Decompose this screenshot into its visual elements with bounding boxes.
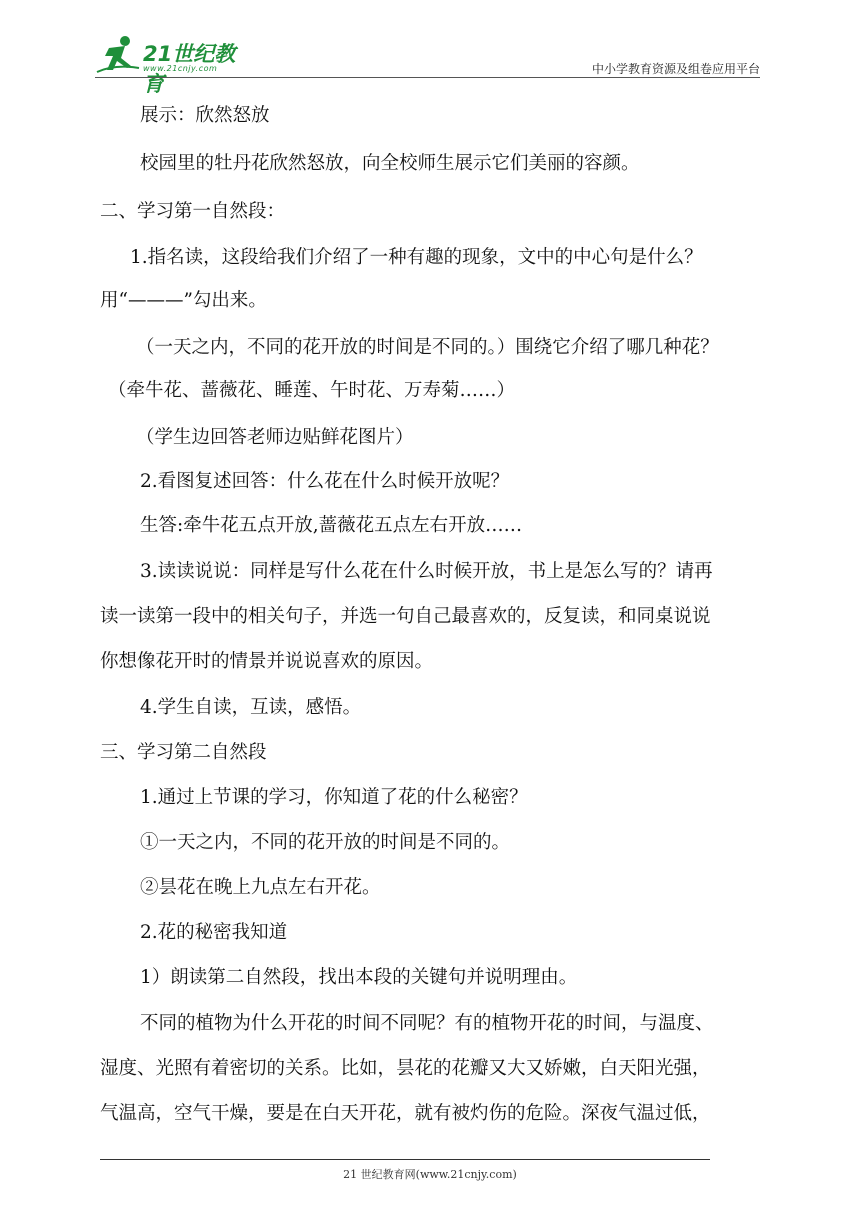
logo [95, 34, 255, 96]
paragraph-line: 用“———”勾出来。 [100, 290, 267, 311]
paragraph-line: （一天之内，不同的花开放的时间是不同的。）围绕它介绍了哪几种花？ [136, 337, 719, 358]
paragraph-line: 展示：欣然怒放 [140, 105, 270, 126]
paragraph-line: 1.通过上节课的学习，你知道了花的什么秘密？ [140, 787, 528, 808]
header-divider [95, 77, 760, 78]
paragraph-line: 2.看图复述回答：什么花在什么时候开放呢？ [140, 471, 510, 492]
section-heading: 二、学习第一自然段： [100, 201, 286, 222]
logo-text: 21世纪教育 [143, 42, 236, 96]
header-platform-text: 中小学教育资源及组卷应用平台 [591, 62, 760, 76]
paragraph-line: 读一读第一段中的相关句子，并选一句自己最喜欢的，反复读，和同桌说说 [100, 606, 711, 627]
page-header [95, 30, 760, 96]
section-heading: 三、学习第二自然段 [100, 742, 267, 763]
paragraph-line: 气温高，空气干燥，要是在白天开花，就有被灼伤的危险。深夜气温过低， [100, 1103, 711, 1124]
paragraph-line: 不同的植物为什么开花的时间不同呢？有的植物开花的时间，与温度、 [140, 1013, 714, 1034]
footer-divider [100, 1159, 710, 1160]
page-footer: 21 世纪教育网(www.21cnjy.com) [343, 1168, 517, 1181]
paragraph-line: （学生边回答老师边贴鲜花图片） [136, 427, 414, 448]
paragraph-line: 1）朗读第二自然段，找出本段的关键句并说明理由。 [140, 967, 578, 988]
paragraph-line: 湿度、光照有着密切的关系。比如，昙花的花瓣又大又娇嫩，白天阳光强， [100, 1058, 711, 1079]
paragraph-line: ①一天之内，不同的花开放的时间是不同的。 [140, 832, 511, 853]
paragraph-line: 生答:牵牛花五点开放,蔷薇花五点左右开放…… [140, 515, 523, 536]
runner-logo-icon [95, 34, 143, 74]
paragraph-line: 3.读读说说：同样是写什么花在什么时候开放，书上是怎么写的？请再 [140, 561, 713, 582]
paragraph-line: 你想像花开时的情景并说说喜欢的原因。 [100, 651, 434, 672]
paragraph-line: ②昙花在晚上九点左右开花。 [140, 877, 381, 898]
paragraph-line: 校园里的牡丹花欣然怒放，向全校师生展示它们美丽的容颜。 [140, 153, 640, 174]
paragraph-line: 1.指名读，这段给我们介绍了一种有趣的现象，文中的中心句是什么？ [130, 247, 703, 268]
logo-url: www.21cnjy.com [143, 64, 218, 73]
paragraph-line: 2.花的秘密我知道 [140, 922, 288, 943]
paragraph-line: 4.学生自读，互读，感悟。 [140, 697, 362, 718]
paragraph-line: （牵牛花、蔷薇花、睡莲、午时花、万寿菊……） [108, 380, 516, 401]
